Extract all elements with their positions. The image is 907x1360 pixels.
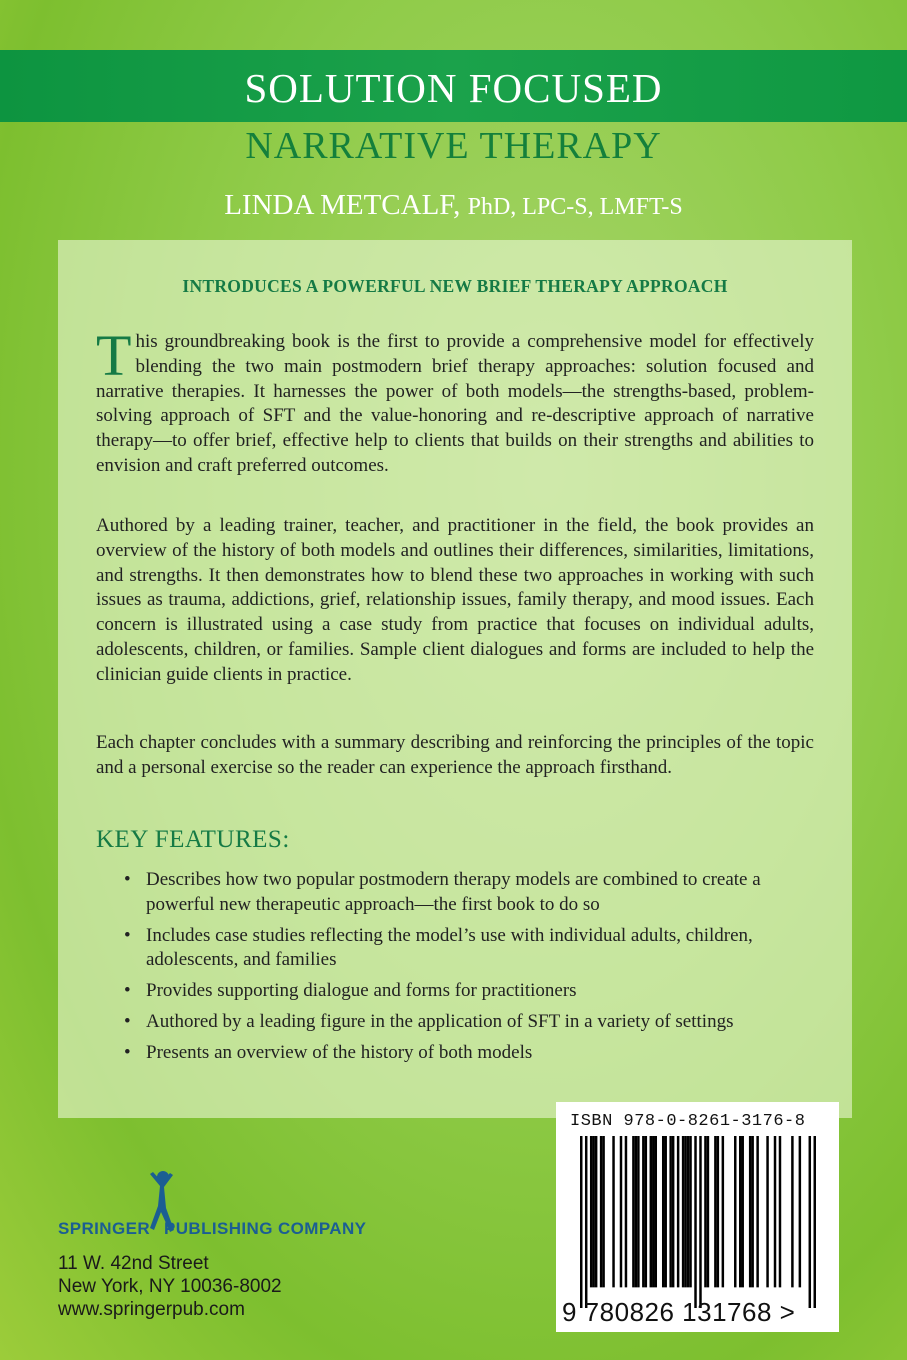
barcode-bar xyxy=(774,1136,776,1287)
bullet-icon: • xyxy=(124,924,131,946)
barcode-bar xyxy=(779,1136,781,1287)
description-heading: INTRODUCES A POWERFUL NEW BRIEF THERAPY APPROACH xyxy=(182,276,728,296)
bullet-icon: • xyxy=(124,869,131,890)
bullet-icon: • xyxy=(124,980,131,1002)
publisher-name-right: PUBLISHING COMPANY xyxy=(164,1219,367,1238)
key-features-heading: KEY FEATURES: xyxy=(96,826,290,853)
publisher-name-left: SPRINGER xyxy=(58,1219,150,1238)
barcode-bars xyxy=(580,1136,816,1308)
barcode-bar xyxy=(655,1136,657,1287)
feature-item: • Presents an overview of the history of both models xyxy=(124,1041,814,1066)
barcode-bar xyxy=(694,1136,696,1308)
barcode-bar xyxy=(704,1136,706,1287)
author-line xyxy=(0,188,907,224)
barcode-bar xyxy=(642,1136,644,1287)
barcode-bar xyxy=(600,1136,602,1287)
barcode-bar xyxy=(664,1136,666,1287)
feature-item: • Includes case studies reflecting the model’s use with individual adults, children, adolescents, and families xyxy=(124,924,753,971)
author-credentials: PhD, LPC-S, LMFT-S xyxy=(467,194,683,220)
barcode-bar xyxy=(672,1136,674,1287)
barcode-bar xyxy=(602,1136,604,1287)
barcode-bar xyxy=(756,1136,758,1287)
book-title-line2: NARRATIVE THERAPY xyxy=(245,125,662,167)
barcode-bar xyxy=(650,1136,652,1287)
drop-cap: T xyxy=(96,323,132,388)
barcode-bar xyxy=(682,1136,684,1287)
barcode-bar xyxy=(669,1136,671,1287)
barcode-bar xyxy=(766,1136,768,1287)
barcode-bar xyxy=(739,1136,741,1287)
barcode-bar xyxy=(714,1136,716,1287)
feature-item: • Authored by a leading figure in the application of SFT in a variety of settings xyxy=(124,1010,814,1035)
barcode-bar xyxy=(632,1136,634,1287)
description-paragraph-3: Each chapter concludes with a summary describing and reinforcing the principles of the topic and a personal exercise so the reader can experience the approach firsthand. xyxy=(96,732,814,778)
barcode-bar xyxy=(585,1136,587,1308)
bullet-icon: • xyxy=(124,1041,131,1063)
barcode-bar xyxy=(734,1136,736,1287)
barcode-bar xyxy=(741,1136,743,1287)
barcode-bar xyxy=(592,1136,594,1287)
barcode-bar xyxy=(637,1136,639,1287)
barcode-bar xyxy=(645,1136,647,1287)
barcode-bar xyxy=(677,1136,679,1287)
barcode-bar xyxy=(687,1136,689,1287)
barcode-bar xyxy=(722,1136,724,1287)
barcode-bar xyxy=(791,1136,793,1287)
paragraph-1-text: his groundbreaking book is the first to provide a comprehensive model for effectively blending the two main postmodern brief therapy approaches: solution focused and narrative therapies. It harnesses the power of both models—the strengths-based, problem-solving approach of SFT and the value-honoring and re-descriptive approach of narrative therapy—to offer brief, effective help to clients that builds on their strengths and abilities to envision and craft preferred outcomes. xyxy=(96,331,814,476)
author-name: LINDA METCALF, xyxy=(224,189,461,221)
publisher-address xyxy=(58,1252,282,1321)
book-title-line1: SOLUTION FOCUSED xyxy=(244,65,663,111)
publisher-website: www.springerpub.com xyxy=(58,1299,245,1320)
barcode-digits: 9 780826 131768 > xyxy=(562,1297,796,1327)
barcode-bar xyxy=(749,1136,751,1287)
barcode-bar xyxy=(595,1136,597,1287)
barcode-bar xyxy=(717,1136,719,1287)
barcode-bar xyxy=(612,1136,614,1287)
address-line-1: 11 W. 42nd Street xyxy=(58,1253,209,1274)
barcode-bar xyxy=(814,1136,816,1308)
barcode-bar xyxy=(707,1136,709,1287)
barcode-bar xyxy=(699,1136,701,1308)
barcode-bar xyxy=(590,1136,592,1287)
barcode-bar xyxy=(662,1136,664,1287)
description-paragraph-1 xyxy=(96,323,814,479)
feature-item: • Provides supporting dialogue and forms for practitioners xyxy=(124,979,814,1004)
barcode-bar xyxy=(620,1136,622,1287)
barcode-bar xyxy=(751,1136,753,1287)
key-features-list xyxy=(124,868,814,1072)
barcode-bar xyxy=(652,1136,654,1287)
bullet-icon: • xyxy=(124,1010,131,1032)
barcode-bar xyxy=(580,1136,582,1308)
description-paragraph-2: Authored by a leading trainer, teacher, and practitioner in the field, the book provides an overview of the history of both models and outlines their differences, similarities, limitations, and strengths. It then demonstrates how to blend these two approaches in working with such issues as trauma, addictions, grief, relationship issues, family therapy, and mood issues. Each concern is illustrated using a case study from practice that focuses on individual adults, adolescents, children, or families. Sample client dialogues and forms are included to help the clinician guide clients in practice. xyxy=(96,515,814,685)
barcode-bar xyxy=(799,1136,801,1287)
address-line-2: New York, NY 10036-8002 xyxy=(58,1276,282,1297)
isbn-label: ISBN 978-0-8261-3176-8 xyxy=(570,1112,806,1131)
barcode-bar xyxy=(689,1136,691,1287)
barcode-bar xyxy=(625,1136,627,1287)
publisher-logo-text xyxy=(58,1219,366,1239)
barcode-bar xyxy=(809,1136,811,1308)
feature-item: • Describes how two popular postmodern therapy models are combined to create a powerful new therapeutic approach—the first book to do so xyxy=(124,869,761,915)
barcode-bar xyxy=(635,1136,637,1287)
barcode-bar xyxy=(684,1136,686,1287)
